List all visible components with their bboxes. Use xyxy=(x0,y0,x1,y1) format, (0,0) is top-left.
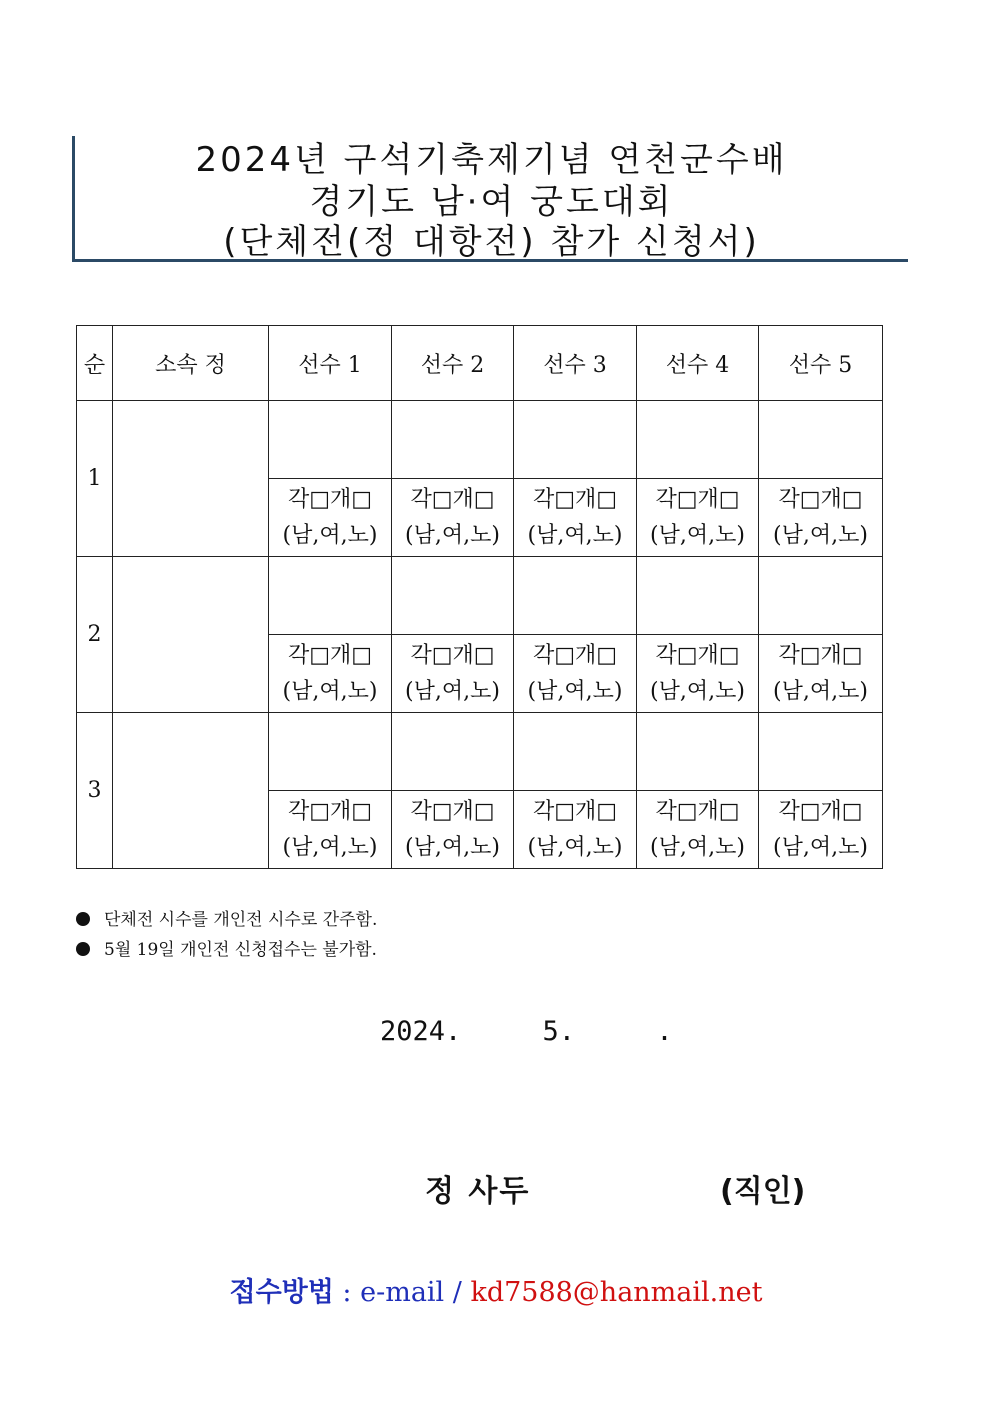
category-checkboxes[interactable]: 각□개□ xyxy=(287,486,373,512)
category-options[interactable] xyxy=(759,635,883,713)
contact-slash: / xyxy=(444,1277,471,1308)
category-labels: (남,여,노) xyxy=(650,834,745,860)
notes xyxy=(76,905,377,965)
header-player-3: 선수 3 xyxy=(514,326,637,401)
category-labels: (남,여,노) xyxy=(282,522,378,548)
category-checkboxes[interactable]: 각□개□ xyxy=(778,486,863,512)
category-options[interactable] xyxy=(759,479,883,557)
row-number: 2 xyxy=(77,557,113,713)
header-order: 순 xyxy=(77,326,113,401)
note-item xyxy=(76,935,377,965)
entry-table xyxy=(76,325,883,869)
header-player-4: 선수 4 xyxy=(637,326,759,401)
note-text: 단체전 시수를 개인전 시수로 간주함. xyxy=(104,910,378,930)
category-labels: (남,여,노) xyxy=(650,678,745,704)
header-row xyxy=(77,326,883,401)
category-checkboxes[interactable]: 각□개□ xyxy=(532,486,618,512)
header-player-2: 선수 2 xyxy=(392,326,514,401)
player-name-field[interactable] xyxy=(759,713,883,791)
category-checkboxes[interactable]: 각□개□ xyxy=(410,486,495,512)
category-labels: (남,여,노) xyxy=(773,678,868,704)
category-checkboxes[interactable]: 각□개□ xyxy=(287,642,373,668)
player-name-field[interactable] xyxy=(637,557,759,635)
contact-email-link[interactable]: kd7588@hanmail.net xyxy=(470,1277,763,1308)
club-name-field[interactable] xyxy=(113,401,269,557)
category-labels: (남,여,노) xyxy=(773,522,868,548)
category-options[interactable] xyxy=(637,479,759,557)
row-number: 1 xyxy=(77,401,113,557)
team-row-3-names xyxy=(77,713,883,791)
header-player-5: 선수 5 xyxy=(759,326,883,401)
club-name-field[interactable] xyxy=(113,557,269,713)
category-checkboxes[interactable]: 각□개□ xyxy=(410,642,495,668)
category-labels: (남,여,노) xyxy=(405,834,500,860)
category-options[interactable] xyxy=(637,791,759,869)
category-labels: (남,여,노) xyxy=(282,834,378,860)
title-line-3: (단체전(정 대항전) 참가 신청서) xyxy=(223,222,760,262)
title-line-1: 2024년 구석기축제기념 연천군수배 xyxy=(195,140,788,180)
category-checkboxes[interactable]: 각□개□ xyxy=(410,798,495,824)
contact-separator: : xyxy=(333,1277,361,1308)
category-checkboxes[interactable]: 각□개□ xyxy=(778,798,863,824)
header-club: 소속 정 xyxy=(113,326,269,401)
player-name-field[interactable] xyxy=(637,401,759,479)
category-options[interactable] xyxy=(392,635,514,713)
category-labels: (남,여,노) xyxy=(527,522,623,548)
signature-name: 정 사두 xyxy=(425,1174,531,1209)
team-row-1-names xyxy=(77,401,883,479)
category-checkboxes[interactable]: 각□개□ xyxy=(655,798,740,824)
player-name-field[interactable] xyxy=(514,713,637,791)
header-player-1: 선수 1 xyxy=(269,326,392,401)
category-labels: (남,여,노) xyxy=(405,522,500,548)
category-options[interactable] xyxy=(759,791,883,869)
category-labels: (남,여,노) xyxy=(773,834,868,860)
category-options[interactable] xyxy=(392,791,514,869)
category-checkboxes[interactable]: 각□개□ xyxy=(655,486,740,512)
player-name-field[interactable] xyxy=(392,713,514,791)
player-name-field[interactable] xyxy=(637,713,759,791)
category-labels: (남,여,노) xyxy=(650,522,745,548)
category-options[interactable] xyxy=(269,791,392,869)
category-labels: (남,여,노) xyxy=(527,834,623,860)
category-checkboxes[interactable]: 각□개□ xyxy=(778,642,863,668)
category-labels: (남,여,노) xyxy=(405,678,500,704)
category-options[interactable] xyxy=(514,791,637,869)
player-name-field[interactable] xyxy=(269,401,392,479)
submission-date: 2024. 5. . xyxy=(380,1016,673,1047)
category-options[interactable] xyxy=(392,479,514,557)
category-checkboxes[interactable]: 각□개□ xyxy=(655,642,740,668)
title-line-2: 경기도 남·여 궁도대회 xyxy=(309,182,674,222)
player-name-field[interactable] xyxy=(759,557,883,635)
club-name-field[interactable] xyxy=(113,713,269,869)
category-labels: (남,여,노) xyxy=(527,678,623,704)
team-row-2-names xyxy=(77,557,883,635)
bullet-icon xyxy=(76,942,90,956)
category-options[interactable] xyxy=(269,479,392,557)
contact-line xyxy=(0,1270,992,1309)
contact-label: 접수방법 xyxy=(229,1277,334,1308)
category-checkboxes[interactable]: 각□개□ xyxy=(287,798,373,824)
category-checkboxes[interactable]: 각□개□ xyxy=(532,798,618,824)
category-options[interactable] xyxy=(514,479,637,557)
category-checkboxes[interactable]: 각□개□ xyxy=(532,642,618,668)
title-box xyxy=(72,136,908,262)
player-name-field[interactable] xyxy=(514,401,637,479)
category-labels: (남,여,노) xyxy=(282,678,378,704)
category-options[interactable] xyxy=(637,635,759,713)
player-name-field[interactable] xyxy=(514,557,637,635)
player-name-field[interactable] xyxy=(759,401,883,479)
category-options[interactable] xyxy=(514,635,637,713)
note-text: 5월 19일 개인전 신청접수는 불가함. xyxy=(104,940,377,960)
bullet-icon xyxy=(76,912,90,926)
signature-seal: (직인) xyxy=(720,1174,806,1209)
player-name-field[interactable] xyxy=(392,401,514,479)
player-name-field[interactable] xyxy=(269,713,392,791)
note-item xyxy=(76,905,377,935)
contact-method: e-mail xyxy=(360,1277,445,1308)
player-name-field[interactable] xyxy=(392,557,514,635)
category-options[interactable] xyxy=(269,635,392,713)
row-number: 3 xyxy=(77,713,113,869)
player-name-field[interactable] xyxy=(269,557,392,635)
